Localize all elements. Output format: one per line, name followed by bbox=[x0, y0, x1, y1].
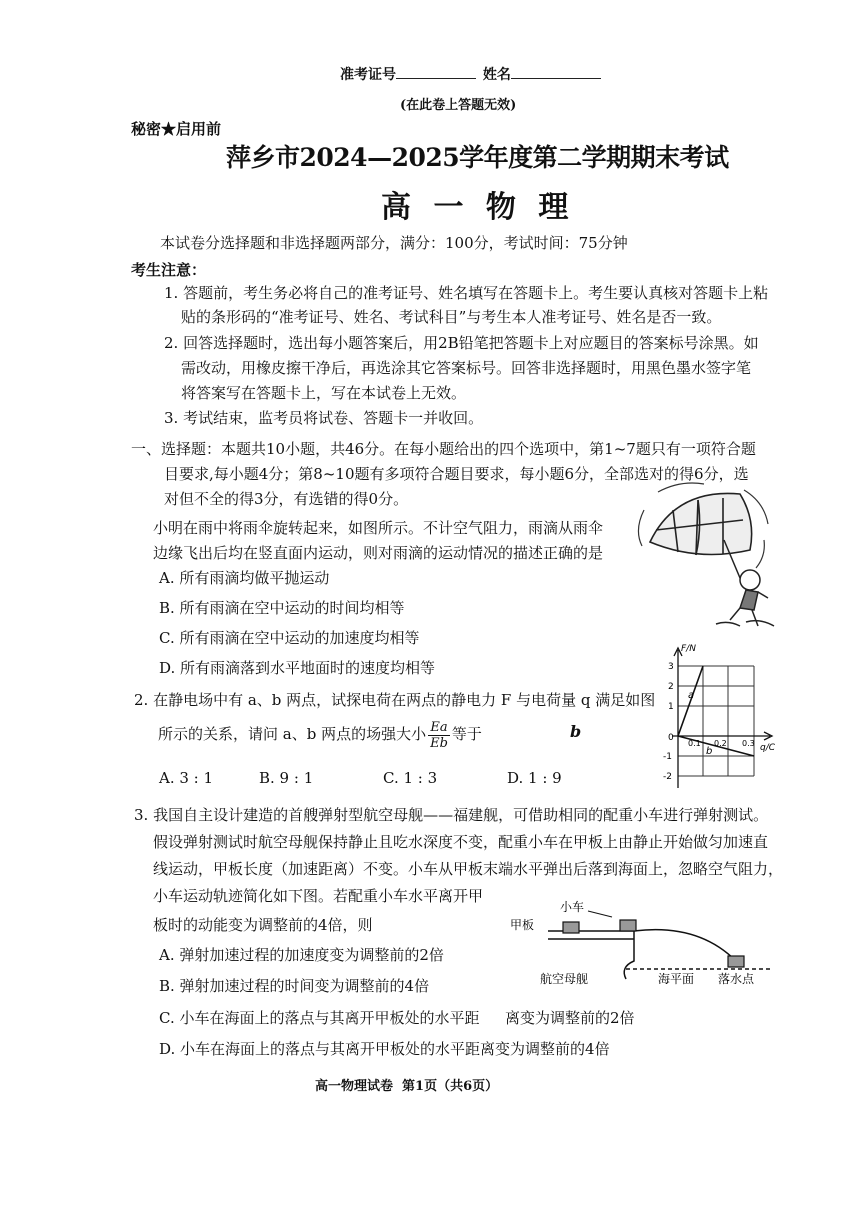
notice-title: 考生注意： bbox=[131, 261, 207, 279]
field-ratio-fraction bbox=[428, 720, 450, 751]
stray-mark: b bbox=[570, 722, 582, 741]
y-tick: 2 bbox=[668, 682, 674, 692]
q2-stem-2-pre: 所示的关系，请问 a、b 两点的场强大小 bbox=[158, 725, 427, 743]
q3-stem-3: 线运动，甲板长度（加速距离）不变。小车从甲板末端水平弹出后落到海面上，忽略空气阻力， bbox=[153, 860, 784, 878]
car-pointer-icon bbox=[588, 911, 612, 917]
q1-stem-2: 边缘飞出后均在竖直面内运动，则对雨滴的运动情况的描述正确的是 bbox=[153, 544, 604, 562]
q1-option-c: C. 所有雨滴在空中运动的加速度均相等 bbox=[159, 629, 420, 647]
q2-option-d: D. 1 : 9 bbox=[507, 769, 562, 787]
x-tick: 0.3 bbox=[742, 739, 755, 748]
sea-label: 海平面 bbox=[658, 972, 695, 986]
force-charge-graph bbox=[648, 638, 788, 798]
x-tick: 0.1 bbox=[688, 739, 701, 748]
section1-line2: 目要求,每小题4分；第8~10题有多项符合题目要求，每小题6分，全部选对的得6分，选 bbox=[164, 465, 749, 483]
exam-title: 萍乡市2024—2025学年度第二学期期末考试 bbox=[226, 143, 729, 172]
exam-id-row bbox=[340, 64, 601, 84]
carrier-label: 航空母舰 bbox=[540, 972, 589, 986]
fraction-denominator: Eb bbox=[430, 735, 448, 751]
notice-item-3: 3. 考试结束，监考员将试卷、答题卡一并收回。 bbox=[164, 409, 484, 427]
q1-option-b: B. 所有雨滴在空中运动的时间均相等 bbox=[159, 599, 405, 617]
notice-item-2c: 将答案写在答题卡上，写在本试卷上无效。 bbox=[181, 384, 467, 402]
fraction-numerator: Ea bbox=[428, 720, 450, 736]
q2-option-a: A. 3 : 1 bbox=[159, 769, 214, 787]
q2-stem-2-post: 等于 bbox=[451, 725, 482, 743]
y-tick: 3 bbox=[668, 662, 674, 672]
q1-stem-1: 小明在雨中将雨伞旋转起来，如图所示。不计空气阻力，雨滴从雨伞 bbox=[153, 519, 604, 537]
notice-item-1a: 1. 答题前，考生务必将自己的准考证号、姓名填写在答题卡上。考生要认真核对答题卡上粘 bbox=[164, 284, 769, 302]
q3-stem-4: 小车运动轨迹简化如下图。若配重小车水平离开甲 bbox=[153, 887, 484, 905]
y-tick: -2 bbox=[663, 772, 672, 782]
section1-line1: 一、选择题：本题共10小题，共46分。在每小题给出的四个选项中，第1~7题只有一项符合题 bbox=[131, 440, 756, 458]
name-blank bbox=[511, 64, 601, 79]
notice-item-2a: 2. 回答选择题时，选出每小题答案后，用2B铅笔把答题卡上对应题目的答案标号涂黑。如 bbox=[164, 334, 759, 352]
q3-option-d: D. 小车在海面上的落点与其离开甲板处的水平距离变为调整前的4倍 bbox=[159, 1040, 610, 1058]
carrier-hull bbox=[624, 931, 634, 979]
line-b-label: b bbox=[706, 746, 713, 757]
landing-label: 落水点 bbox=[718, 972, 755, 986]
y-axis-label: F/N bbox=[681, 644, 696, 654]
q3-option-a: A. 弹射加速过程的加速度变为调整前的2倍 bbox=[159, 946, 444, 964]
y-tick: 1 bbox=[668, 702, 674, 712]
q2-option-c: C. 1 : 3 bbox=[383, 769, 438, 787]
q3-option-c-right: 离变为调整前的2倍 bbox=[505, 1009, 635, 1027]
car-landing-icon bbox=[728, 956, 744, 967]
notice-item-2b: 需改动，用橡皮擦干净后，再选涂其它答案标号。回答非选择题时，用黑色墨水签字笔 bbox=[181, 359, 752, 377]
x-axis-label: q/C bbox=[760, 743, 776, 753]
umbrella-figure bbox=[628, 480, 788, 630]
q1-option-a: A. 所有雨滴均做平抛运动 bbox=[159, 569, 330, 587]
section1-line3: 对但不全的得3分，有选错的得0分。 bbox=[164, 490, 409, 508]
q2-stem-1: 2. 在静电场中有 a、b 两点，试探电荷在两点的静电力 F 与电荷量 q 满足如图 bbox=[134, 691, 656, 709]
q2-stem-2 bbox=[158, 712, 482, 756]
trajectory-curve bbox=[634, 930, 736, 961]
q3-option-c-left: C. 小车在海面上的落点与其离开甲板处的水平距 bbox=[159, 1009, 480, 1027]
q1-option-d: D. 所有雨滴落到水平地面时的速度均相等 bbox=[159, 659, 436, 677]
origin-label: 0 bbox=[668, 733, 674, 743]
exam-id-blank bbox=[396, 64, 476, 79]
car-end-icon bbox=[620, 920, 636, 931]
page-footer: 高一物理试卷 第1页（共6页） bbox=[315, 1079, 499, 1094]
q3-stem-5: 板时的动能变为调整前的4倍，则 bbox=[153, 916, 373, 934]
name-label: 姓名 bbox=[482, 67, 511, 83]
q3-stem-1: 3. 我国自主设计建造的首艘弹射型航空母舰——福建舰，可借助相同的配重小车进行弹射测试。 bbox=[134, 806, 769, 824]
exam-id-label: 准考证号 bbox=[340, 67, 396, 83]
intro-text: 本试卷分选择题和非选择题两部分，满分：100分，考试时间：75分钟 bbox=[160, 234, 628, 252]
q3-option-b: B. 弹射加速过程的时间变为调整前的4倍 bbox=[159, 977, 430, 995]
q2-option-b: B. 9 : 1 bbox=[259, 769, 314, 787]
no-answer-note: (在此卷上答题无效) bbox=[400, 98, 517, 113]
secret-label: 秘密★启用前 bbox=[131, 120, 222, 138]
line-a-label: a bbox=[688, 690, 695, 701]
deck-label: 甲板 bbox=[510, 918, 535, 932]
q3-stem-2: 假设弹射测试时航空母舰保持静止且吃水深度不变，配重小车在甲板上由静止开始做匀加速直 bbox=[153, 833, 769, 851]
line-a bbox=[678, 666, 703, 736]
carrier-launch-diagram bbox=[508, 895, 788, 1005]
umbrella-icon bbox=[650, 493, 752, 555]
x-tick: 0.2 bbox=[714, 739, 727, 748]
car-label: 小车 bbox=[560, 900, 585, 914]
y-tick: -1 bbox=[663, 752, 672, 762]
notice-item-1b: 贴的条形码的“准考证号、姓名、考试科目”与考生本人准考证号、姓名是否一致。 bbox=[181, 308, 722, 326]
subject-title: 高 一 物 理 bbox=[381, 190, 575, 225]
car-start-icon bbox=[563, 922, 579, 933]
